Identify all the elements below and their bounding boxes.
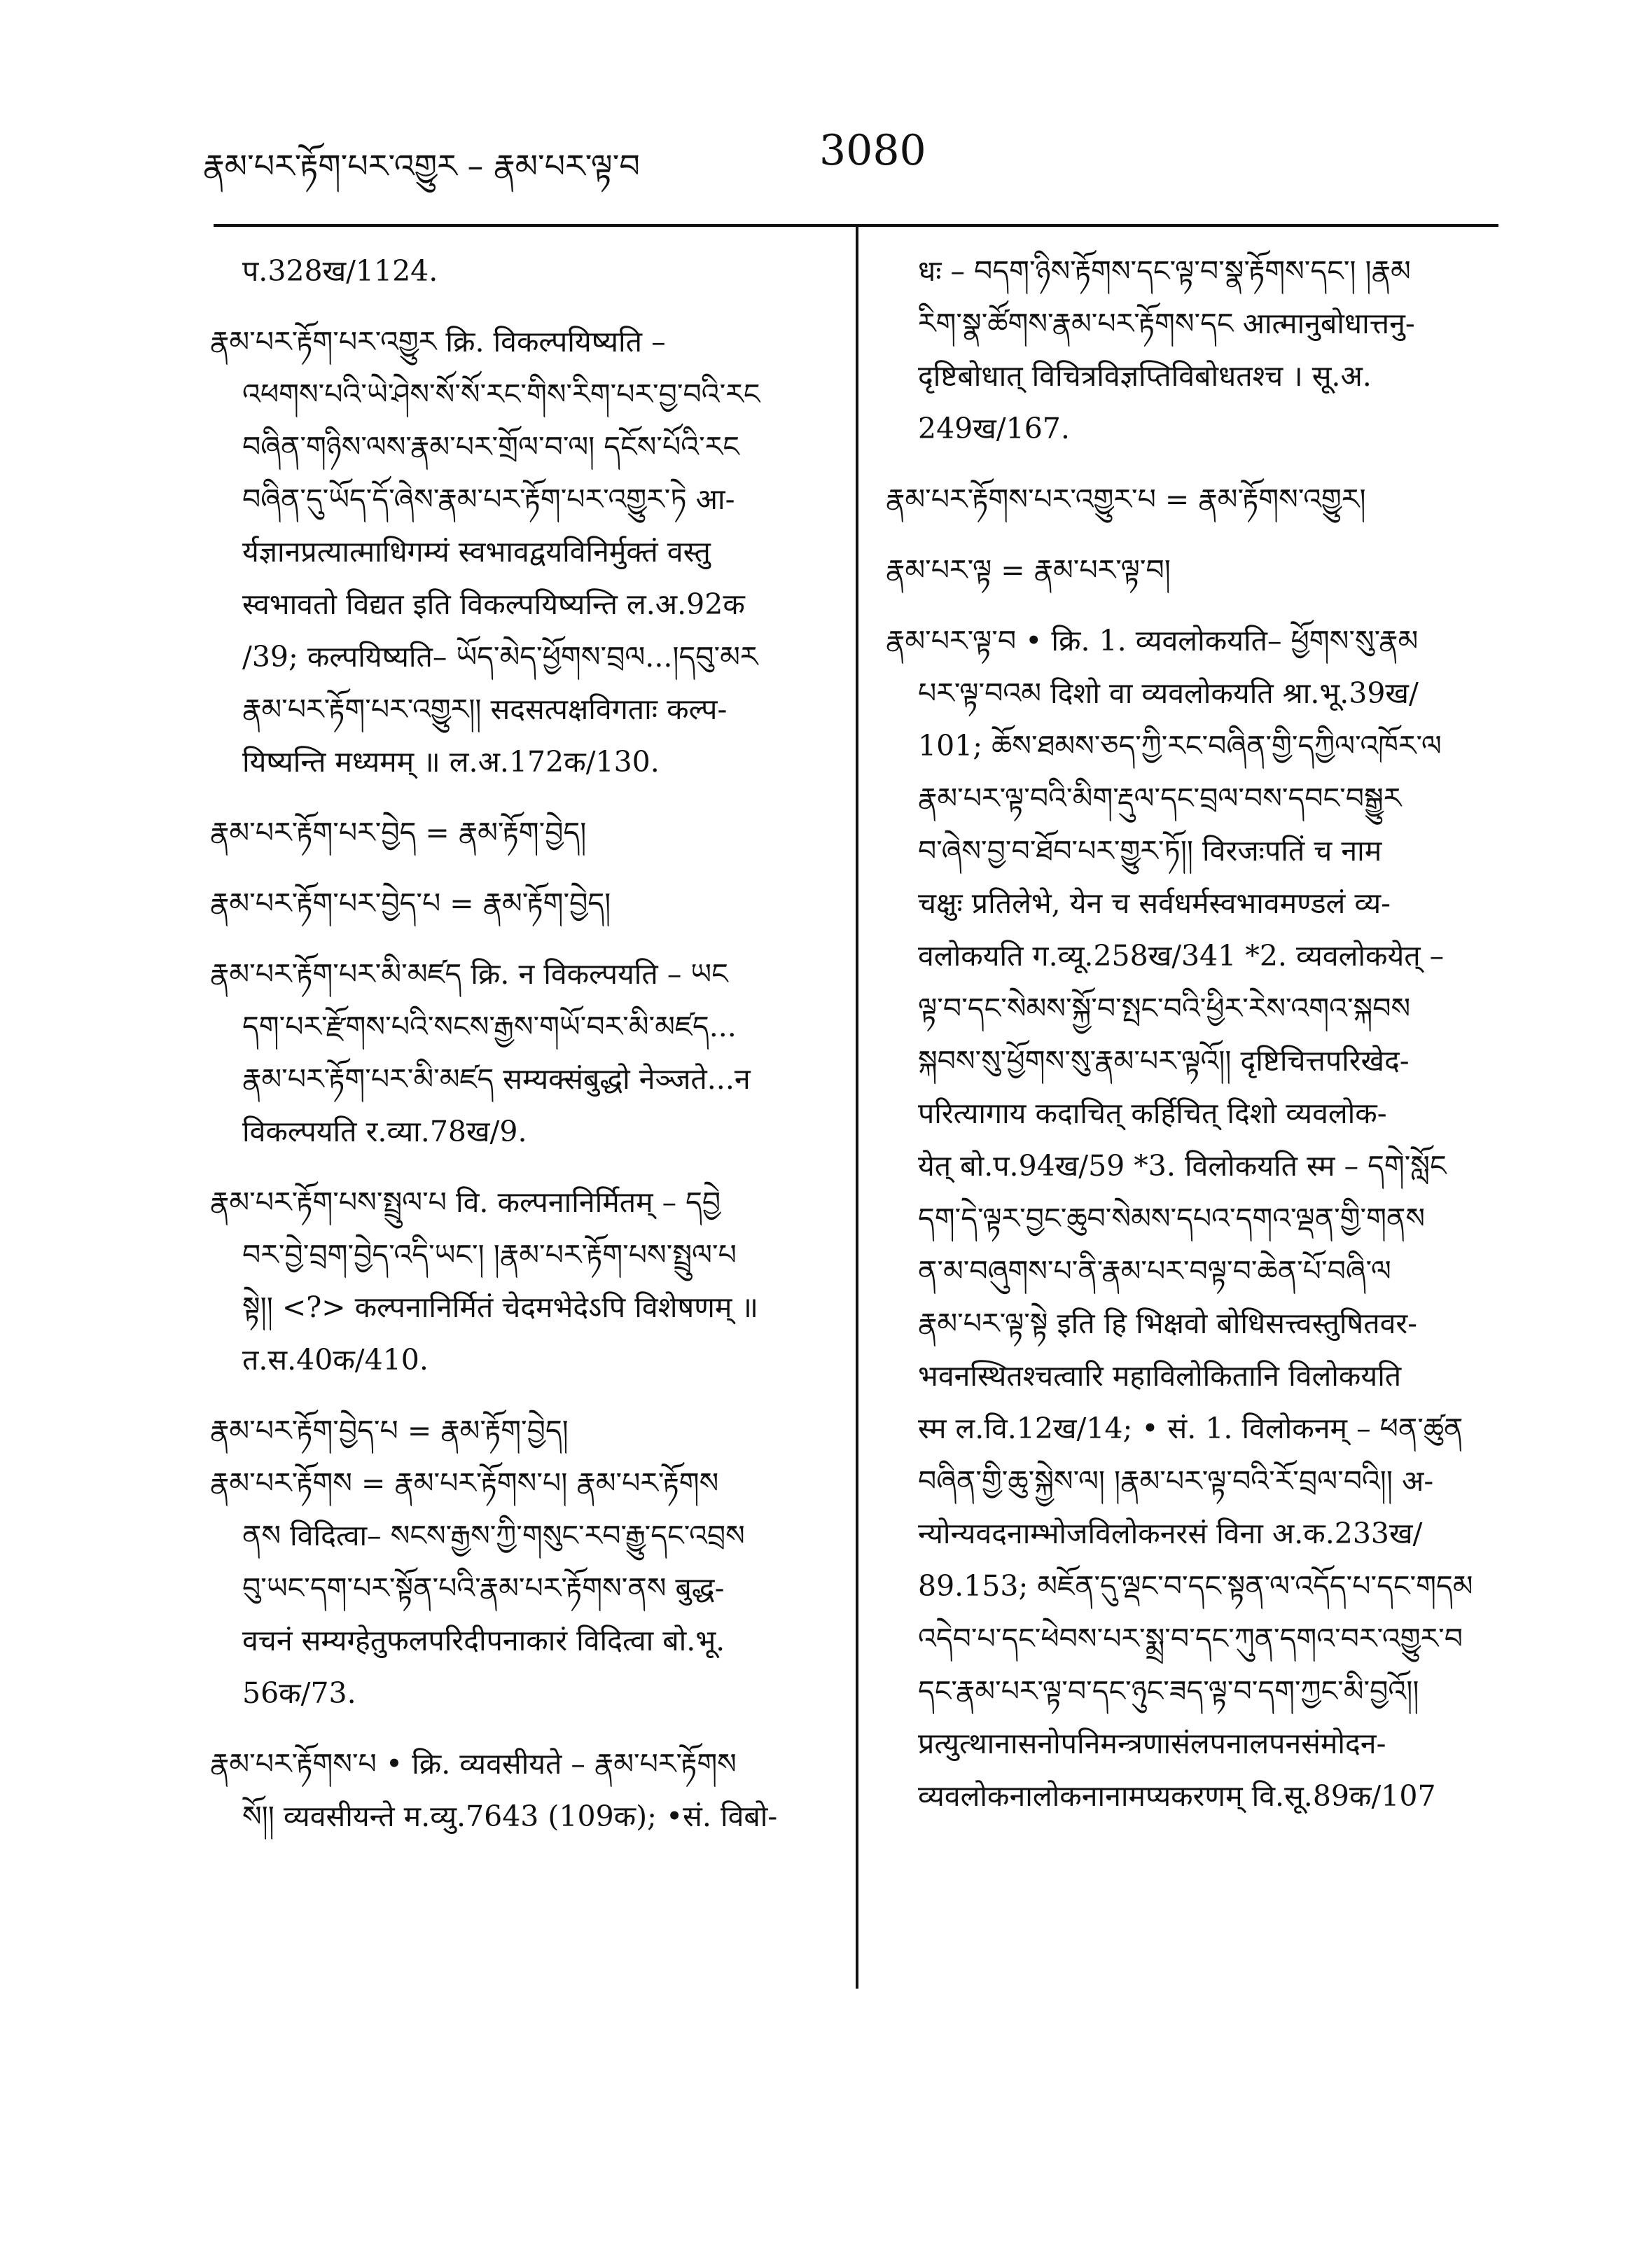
entry-line: ལྟ་བ་དང་སེམས་སྐྱོ་བ་སྤང་བའི་ཕྱིར་རེས་འགའ་སྐབས	[918, 992, 1411, 1025]
entry-line: दृष्टिबोधात् विचित्रविज्ञप्तिविबोधतश्च । सू.अ.	[918, 359, 1372, 393]
entry-line: 56क/73.	[242, 1676, 356, 1710]
column-divider	[856, 224, 858, 1989]
left-column	[210, 245, 819, 1843]
entry-line: वचनं सम्यग्हेतुफलपरिदीपनाकारं विदित्वा बो.भू.	[242, 1624, 725, 1657]
entry-line: དག་དེ་ལྟར་བྱང་ཆུབ་སེམས་དཔའ་དགའ་ལྡན་གྱི་གནས	[918, 1202, 1426, 1235]
entry-line: རྣམ་པར་རྟོགས = རྣམ་པར་རྟོགས་པ། རྣམ་པར་རྟོགས	[210, 1466, 719, 1500]
entry-line: བཞིན་དུ་ཡོད་དོ་ཞེས་རྣམ་པར་རྟོག་པར་འགྱུར་ཏེ आ-	[242, 482, 735, 516]
page-header	[196, 123, 1491, 185]
entry-line: རྣམ་པར་ལྟ = རྣམ་པར་ལྟ་བ།	[886, 553, 1171, 587]
entry-line: ན་མ་བཞུགས་པ་ནི་རྣམ་པར་བལྟ་བ་ཆེན་པོ་བཞི་ལ	[918, 1254, 1391, 1288]
entry-line: འདེབ་པ་དང་ཕེབས་པར་སྨྲ་བ་དང་ཀུན་དགའ་བར་འགྱུར་བ	[918, 1622, 1463, 1655]
entry-line: པར་ལྟ་བའམ दिशो वा व्यवलोकयति श्रा.भू.39ख/	[918, 676, 1419, 710]
entry-line: स्म ल.वि.12ख/14; • सं. 1. विलोकनम् – ཕན་ཚུན	[918, 1412, 1463, 1445]
entry-line: རིག་སྣ་ཚོགས་རྣམ་པར་རྟོགས་དང आत्मानुबोधात्तनु-	[918, 307, 1415, 340]
entry-line: न्योन्यवदनाम्भोजविलोकनरसं विना अ.क.233ख/	[918, 1517, 1423, 1550]
entry-line: རྣམ་པར་རྟོག་པར་འགྱུར क्रि. विकल्पयिष्यति –	[210, 325, 666, 359]
entry-line: བར་བྱེ་བྲག་བྱེད་འདི་ཡང་། །རྣམ་པར་རྟོག་པས་སྤྲུལ་པ	[242, 1238, 737, 1272]
entry-line: चक्षुः प्रतिलेभे, येन च सर्वधर्मस्वभावमण्डलं व्य-	[918, 886, 1391, 920]
entry-line: རྣམ་པར་ལྟ་བའི་མིག་རྡུལ་དང་བྲལ་བས་དབང་བསྒྱུར	[918, 781, 1402, 815]
entry-line: स्वभावतो विद्यत इति विकल्पयिष्यन्ति ल.अ.92क	[242, 587, 745, 621]
entry-line: ནས विदित्वा– སངས་རྒྱས་ཀྱི་གསུང་རབ་རྒྱུ་དང་འབྲས	[242, 1519, 745, 1552]
entry-line: རྣམ་པར་རྟོག་པར་མི་མཛད सम्यक्संबुद्धो नेञ्जते...न	[242, 1062, 751, 1096]
entry-line: རྣམ་པར་ལྟ་བ • क्रि. 1. व्यवलोकयति– ཕྱོགས་སུ་རྣམ	[886, 624, 1419, 658]
entry-line: སོ།། व्यवसीयन्ते म.व्यु.7643 (109क); •सं. विबो-	[242, 1800, 778, 1833]
running-headword: རྣམ་པར་རྟོག་པར་འགྱུར – རྣམ་པར་ལྟ་བ	[203, 147, 640, 185]
entry-line: རྣམ་པར་ལྟ་སྟེ इति हि भिक्षवो बोधिसत्त्वस्तुषितवर-	[918, 1307, 1418, 1340]
entry-line: 249ख/167.	[918, 412, 1070, 445]
entry-line: /39; कल्पयिष्यति– ཡོད་མེད་ཕྱོགས་བྲལ...།དབུ་མར	[242, 640, 758, 674]
entry-line: རྣམ་པར་རྟོག་པར་མི་མཛད क्रि. न विकल्पयति – ཡང	[210, 957, 728, 991]
right-column	[886, 245, 1495, 1823]
entry-line: བཞིན་གཉིས་ལས་རྣམ་པར་གྲོལ་བ་ལ། དངོས་པོའི་རང	[242, 430, 739, 464]
entry-line: སྟེ།། <?> कल्पनानिर्मितं चेदमभेदेऽपि विशेषणम् ॥	[242, 1290, 758, 1324]
entry-line: བཞིན་གྱི་ཆུ་སྐྱེས་ལ། །རྣམ་པར་ལྟ་བའི་རོ་བྲལ་བའི།། अ-	[918, 1464, 1434, 1498]
entry-line: རྣམ་པར་རྟོགས་པར་འགྱུར་པ = རྣམ་རྟོགས་འགྱུར།	[886, 482, 1366, 516]
entry-line: प्रत्युत्थानासनोपनिमन्त्रणासंलपनालपनसंमोदन-	[918, 1727, 1386, 1760]
entry-line: རྣམ་པར་རྟོག་པས་སྤྲུལ་པ वि. कल्पनानिर्मितम् – དབྱེ	[210, 1185, 721, 1219]
entry-line: यिष्यन्ति मध्यमम् ॥ ल.अ.172क/130.	[242, 745, 660, 779]
entry-line: བ་ཞེས་བྱ་བ་ཐོབ་པར་གྱུར་ཏོ།། विरजःपतिं च नाम	[918, 834, 1382, 868]
entry-line: རྣམ་པར་རྟོགས་པ • क्रि. व्यवसीयते – རྣམ་པར་རྟོགས	[210, 1747, 737, 1781]
entry-line: व्यवलोकनालोकनानामप्यकरणम् वि.सू.89क/107	[918, 1779, 1436, 1813]
entry-line: येत् बो.प.94ख/59 *3. विलोकयति स्म – དགེ་སློང	[918, 1149, 1447, 1183]
entry-line: རྣམ་པར་རྟོག་པར་འགྱུར།། सदसत्पक्षविगताः कल्प-	[242, 693, 728, 726]
entry-line: དང་རྣམ་པར་ལྟ་བ་དང་ཉུང་ཟད་ལྟ་བ་དག་ཀྱང་མི་བྱའོ།།	[918, 1674, 1419, 1708]
entry-line: འཕགས་པའི་ཡེ་ཤེས་སོ་སོ་རང་གིས་རིག་པར་བྱ་བའི་རང	[242, 377, 760, 411]
entry-line: རྣམ་པར་རྟོག་པར་བྱེད = རྣམ་རྟོག་བྱེད།	[210, 816, 587, 849]
entry-line: र्यज्ञानप्रत्यात्माधिगम्यं स्वभावद्वयविनिर्मुक्तं वस्तु	[242, 535, 711, 569]
page-number: 3080	[819, 126, 926, 175]
entry-line: त.स.40क/410.	[242, 1343, 429, 1377]
entry-line: धः – བདག་ཉིས་རྟོགས་དང་ལྟ་བ་སྣ་རྟོགས་དང་། །རྣམ	[918, 254, 1411, 288]
entry-line: विकल्पयति र.व्या.78ख/9.	[242, 1115, 527, 1148]
entry-line: རྣམ་པར་རྟོག་བྱེད་པ = རྣམ་རྟོག་བྱེད།	[210, 1414, 569, 1447]
entry-line: प.328ख/1124.	[242, 254, 438, 288]
entry-line: 101; ཆོས་ཐམས་ཅད་ཀྱི་རང་བཞིན་གྱི་དཀྱིལ་འཁོར་ལ	[918, 729, 1442, 763]
entry-line: དག་པར་རྫོགས་པའི་སངས་རྒྱས་གཡོ་བར་མི་མཛད...	[242, 1010, 737, 1043]
entry-line: 89.153; མཇོན་དུ་ལྡང་བ་དང་སྟན་ལ་འདོད་པ་དང་གདམ	[918, 1569, 1473, 1603]
entry-line: སྐབས་སུ་ཕྱོགས་སུ་རྣམ་པར་ལྟའོ།། दृष्टिचित्तपरिखेद-	[918, 1044, 1410, 1078]
entry-line: བུ་ཡང་དག་པར་སྟོན་པའི་རྣམ་པར་རྟོགས་ནས बुद्ध-	[242, 1571, 725, 1605]
entry-line: वलोकयति ग.व्यू.258ख/341 *2. व्यवलोकयेत् –	[918, 939, 1445, 973]
entry-line: परित्यागाय कदाचित् कर्हिचित् दिशो व्यवलोक-	[918, 1097, 1387, 1130]
entry-line: भवनस्थितश्चत्वारि महाविलोकितानि विलोकयति	[918, 1359, 1402, 1393]
entry-line: རྣམ་པར་རྟོག་པར་བྱེད་པ = རྣམ་རྟོག་བྱེད།	[210, 886, 611, 920]
